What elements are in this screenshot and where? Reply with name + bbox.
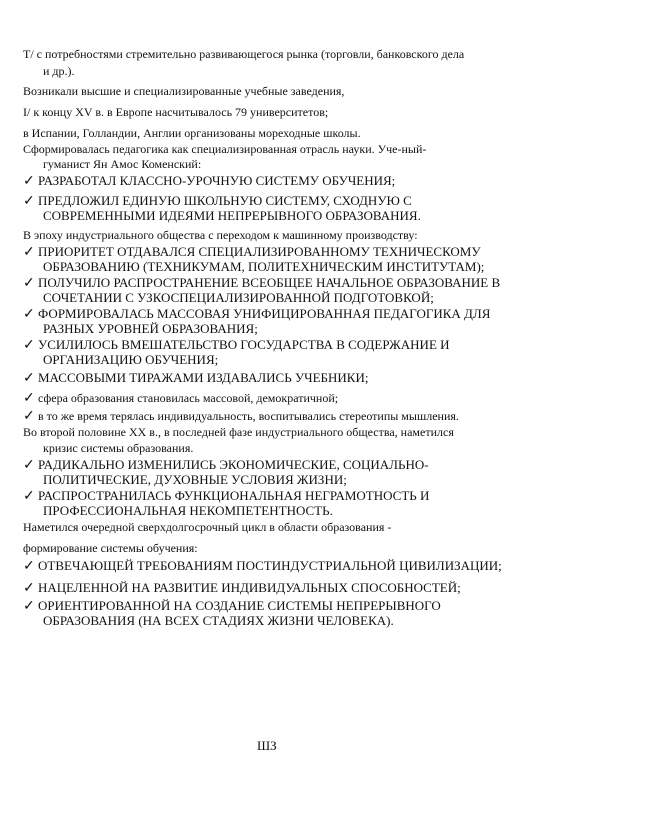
- text-line: формирование системы обучения:: [23, 541, 198, 555]
- bullet-text: РАЗРАБОТАЛ КЛАССНО-УРОЧНУЮ СИСТЕМУ ОБУЧЕНИЯ;: [38, 173, 396, 188]
- text-line: В эпоху индустриального общества с переходом к машинному производству:: [23, 228, 418, 242]
- text-line: кризис системы образования.: [43, 441, 194, 455]
- text-line: ОРГАНИЗАЦИЮ ОБУЧЕНИЯ;: [43, 352, 219, 367]
- text-line: СОЧЕТАНИИ С УЗКОСПЕЦИАЛИЗИРОВАННОЙ ПОДГОТОВКОЙ;: [43, 290, 434, 305]
- text-line: Наметился очередной сверхдолгосрочный цикл в области образования -: [23, 520, 392, 534]
- check-icon: ✓: [23, 458, 35, 473]
- check-icon: ✓: [23, 409, 35, 424]
- bullet-item: [23, 598, 441, 614]
- text-line: РАЗНЫХ УРОВНЕЙ ОБРАЗОВАНИЯ;: [43, 321, 258, 336]
- check-icon: ✓: [23, 599, 35, 614]
- text-line: ОБРАЗОВАНИЯ (НА ВСЕХ СТАДИЯХ ЖИЗНИ ЧЕЛОВЕКА).: [43, 613, 394, 628]
- bullet-text: сфера образования становилась массовой, демократичной;: [38, 391, 339, 405]
- bullet-item: [23, 488, 429, 504]
- text-line: ПОЛИТИЧЕСКИЕ, ДУХОВНЫЕ УСЛОВИЯ ЖИЗНИ;: [43, 472, 347, 487]
- text-line: Сформировалась педагогика как специализированная отрасль науки. Уче-ный-: [23, 142, 427, 156]
- check-icon: ✓: [23, 307, 35, 322]
- check-icon: ✓: [23, 194, 35, 209]
- bullet-item: [23, 275, 500, 291]
- text-line: в Испании, Голландии, Англии организованы мореходные школы.: [23, 126, 361, 140]
- bullet-text: НАЦЕЛЕННОЙ НА РАЗВИТИЕ ИНДИВИДУАЛЬНЫХ СПОСОБНОСТЕЙ;: [38, 580, 461, 595]
- bullet-text: ПРИОРИТЕТ ОТДАВАЛСЯ СПЕЦИАЛИЗИРОВАННОМУ ТЕХНИЧЕСКОМУ: [38, 244, 481, 259]
- check-icon: ✓: [23, 245, 35, 260]
- bullet-item: [23, 370, 368, 386]
- bullet-text: РАДИКАЛЬНО ИЗМЕНИЛИСЬ ЭКОНОМИЧЕСКИЕ, СОЦИАЛЬНО-: [38, 457, 429, 472]
- check-icon: ✓: [23, 559, 35, 574]
- text-line: T/ с потребностями стремительно развивающегося рынка (торговли, банковского дела: [23, 47, 465, 61]
- check-icon: ✓: [23, 174, 35, 189]
- bullet-text: МАССОВЫМИ ТИРАЖАМИ ИЗДАВАЛИСЬ УЧЕБНИКИ;: [38, 370, 369, 385]
- bullet-item: [23, 193, 412, 209]
- text-line: Во второй половине XX в., в последней фазе индустриального общества, наметился: [23, 425, 454, 439]
- page-number: ШЗ: [257, 738, 277, 753]
- text-line: ПРОФЕССИОНАЛЬНАЯ НЕКОМПЕТЕНТНОСТЬ.: [43, 503, 333, 518]
- check-icon: ✓: [23, 489, 35, 504]
- bullet-text: ОТВЕЧАЮЩЕЙ ТРЕБОВАНИЯМ ПОСТИНДУСТРИАЛЬНОЙ ЦИВИЛИЗАЦИИ;: [38, 558, 502, 573]
- bullet-item: [23, 244, 481, 260]
- bullet-item: [23, 558, 502, 574]
- check-icon: ✓: [23, 276, 35, 291]
- text-line: I/ к концу XV в. в Европе насчитывалось 79 университетов;: [23, 105, 329, 119]
- text-line: и др.).: [43, 64, 75, 78]
- check-icon: ✓: [23, 371, 35, 386]
- bullet-text: УСИЛИЛОСЬ ВМЕШАТЕЛЬСТВО ГОСУДАРСТВА В СОДЕРЖАНИЕ И: [38, 337, 450, 352]
- bullet-item: [23, 457, 429, 473]
- bullet-text: РАСПРОСТРАНИЛАСЬ ФУНКЦИОНАЛЬНАЯ НЕГРАМОТНОСТЬ И: [38, 488, 430, 503]
- bullet-item: [23, 306, 490, 322]
- check-icon: ✓: [23, 581, 35, 596]
- bullet-item: [23, 580, 461, 596]
- bullet-item: [23, 409, 459, 424]
- text-line: гуманист Ян Амос Коменский:: [43, 157, 202, 171]
- bullet-item: [23, 337, 450, 353]
- bullet-item: [23, 173, 395, 189]
- bullet-text: в то же время терялась индивидуальность, воспитывались стереотипы мышления.: [38, 409, 459, 423]
- bullet-text: ФОРМИРОВАЛАСЬ МАССОВАЯ УНИФИЦИРОВАННАЯ ПЕДАГОГИКА ДЛЯ: [38, 306, 491, 321]
- check-icon: ✓: [23, 391, 35, 406]
- bullet-text: ОРИЕНТИРОВАННОЙ НА СОЗДАНИЕ СИСТЕМЫ НЕПРЕРЫВНОГО: [38, 598, 441, 613]
- text-line: СОВРЕМЕННЫМИ ИДЕЯМИ НЕПРЕРЫВНОГО ОБРАЗОВАНИЯ.: [43, 208, 421, 223]
- text-line: ОБРАЗОВАНИЮ (ТЕХНИКУМАМ, ПОЛИТЕХНИЧЕСКИМ ИНСТИТУТАМ);: [43, 259, 485, 274]
- bullet-text: ПОЛУЧИЛО РАСПРОСТРАНЕНИЕ ВСЕОБЩЕЕ НАЧАЛЬНОЕ ОБРАЗОВАНИЕ В: [38, 275, 501, 290]
- text-line: Возникали высшие и специализированные учебные заведения,: [23, 84, 345, 98]
- bullet-text: ПРЕДЛОЖИЛ ЕДИНУЮ ШКОЛЬНУЮ СИСТЕМУ, СХОДНУЮ С: [38, 193, 412, 208]
- bullet-item: [23, 391, 338, 406]
- check-icon: ✓: [23, 338, 35, 353]
